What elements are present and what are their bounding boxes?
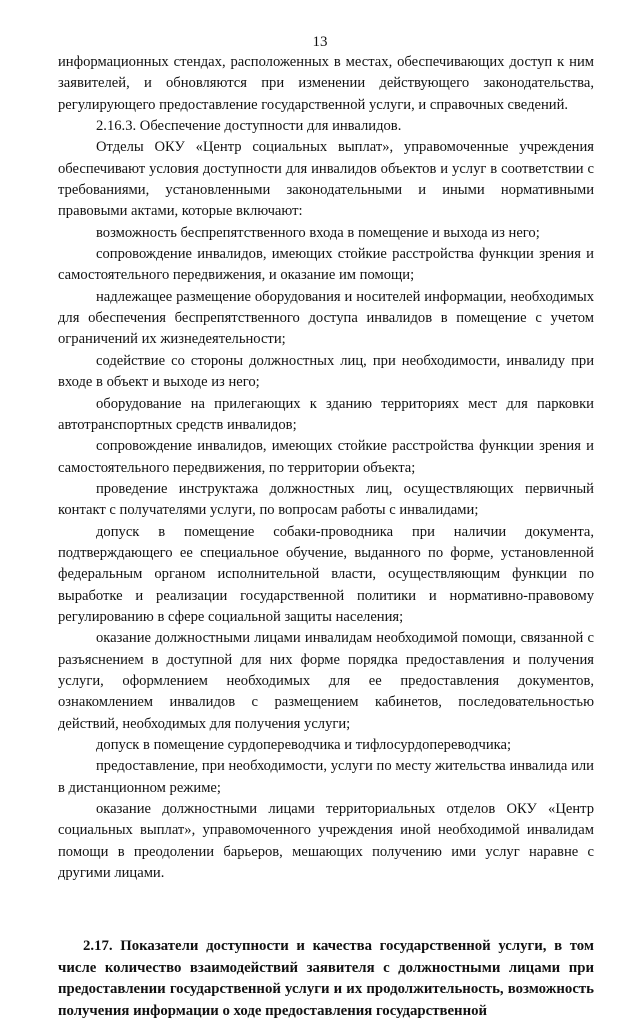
section-gap [58, 884, 594, 936]
paragraph: предоставление, при необходимости, услуги по месту жительства инвалида или в дистанционном режиме; [58, 758, 594, 796]
document-body [58, 52, 594, 1022]
paragraph: оборудование на прилегающих к зданию территориях мест для парковки автотранспортных средств инвалидов; [58, 395, 594, 433]
paragraph: допуск в помещение сурдопереводчика и тифлосурдопереводчика; [96, 737, 512, 753]
paragraph: возможность беспрепятственного входа в помещение и выхода из него; [96, 224, 540, 241]
paragraph: оказание должностными лицами территориальных отделов ОКУ «Центр социальных выплат», управомоченного учреждения иной необходимой инвалидам помощи в преодолении барьеров, мешающих получению ими услуг наравне с другими лицами. [58, 801, 594, 882]
paragraph: оказание должностными лицами инвалидам необходимой помощи, связанной с разъяснением в доступной для них форме порядка предоставления и получения услуги, оформлением необходимых для ее предоставления документов, ознакомлением инвалидов с размещением кабинетов, последовательностью действий, необходимых для получения услуги; [58, 630, 594, 732]
paragraph: надлежащее размещение оборудования и носителей информации, необходимых для обеспечения беспрепятственного доступа инвалидов в помещение с учетом ограничений их жизнедеятельности; [58, 288, 594, 348]
paragraph: проведение инструктажа должностных лиц, осуществляющих первичный контакт с получателями услуги, по вопросам работы с инвалидами; [58, 480, 594, 519]
paragraph: сопровождение инвалидов, имеющих стойкие расстройства функции зрения и самостоятельного передвижения, и оказание им помощи; [58, 246, 594, 284]
paragraph: Отделы ОКУ «Центр социальных выплат», управомоченные учреждения обеспечивают условия доступности для инвалидов объектов и услуг в соответствии с требованиями, установленными законодательными и иными нормативными правовыми актами, которые включают: [58, 139, 594, 220]
section-heading: 2.17. Показатели доступности и качества государственной услуги, в том числе количество взаимодействий заявителя с должностными лицами при предоставлении государственной услуги и их продолжительность, возможность получения информации о ходе предоставления государственной [58, 938, 594, 1019]
page-number: 13 [312, 34, 328, 50]
paragraph: содействие со стороны должностных лиц, при необходимости, инвалиду при входе в объект и выходе из него; [58, 352, 594, 391]
paragraph: информационных стендах, расположенных в местах, обеспечивающих доступ к ним заявителей, и обновляются при изменении действующего законодательства, регулирующего предоставление государственной услуги, и справочных сведений. [58, 54, 594, 113]
paragraph: сопровождение инвалидов, имеющих стойкие расстройства функции зрения и самостоятельного передвижения, по территории объекта; [58, 438, 594, 476]
paragraph: допуск в помещение собаки-проводника при наличии документа, подтверждающего ее специальное обучение, выданного по форме, установленной федеральным органом исполнительной власти, осуществляющим функции по выработке и реализации государственной политики и нормативно-правовому регулированию в сфере социальной защиты населения; [58, 523, 594, 625]
paragraph: 2.16.3. Обеспечение доступности для инвалидов. [96, 118, 402, 135]
